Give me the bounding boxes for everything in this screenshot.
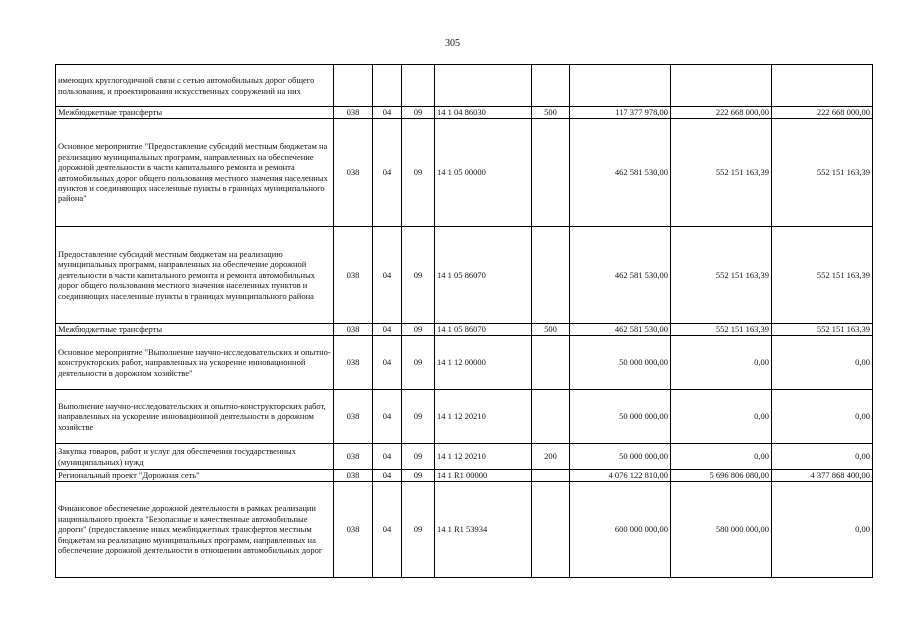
row-sum-year-3: 0,00 — [772, 336, 873, 390]
row-sum-year-3: 0,00 — [772, 444, 873, 470]
page-number: 305 — [445, 38, 460, 49]
row-sum-year-2: 552 151 163,39 — [671, 324, 772, 336]
row-expense-type: 200 — [532, 444, 570, 470]
row-name: Предоставление субсидий местным бюджетам на реализацию муниципальных программ, направленных на обеспечение дорожной деятельности в части капитального ремонта и ремонта автомобильных дорог общего пользования местного значения населенных пунктов и соединяющих населенные пункты в границах муниципального района — [56, 227, 334, 324]
row-expense-type: 500 — [532, 324, 570, 336]
row-sum-year-1: 462 581 530,00 — [570, 119, 671, 227]
row-section-code: 04 — [373, 336, 402, 390]
row-sum-year-3: 0,00 — [772, 482, 873, 578]
row-section-code: 04 — [373, 482, 402, 578]
row-sum-year-1: 50 000 000,00 — [570, 336, 671, 390]
row-sum-year-1: 462 581 530,00 — [570, 227, 671, 324]
row-target-article: 14 1 05 86070 — [435, 227, 532, 324]
row-sum-year-2: 0,00 — [671, 336, 772, 390]
table-row — [56, 470, 873, 482]
row-subsection-code: 09 — [402, 107, 435, 119]
table-row — [56, 336, 873, 390]
row-sum-year-2: 580 000 000,00 — [671, 482, 772, 578]
row-expense-type — [532, 336, 570, 390]
row-sum-year-1: 4 076 122 810,00 — [570, 470, 671, 482]
table-row — [56, 324, 873, 336]
row-target-article: 14 1 04 86030 — [435, 107, 532, 119]
row-ministry-code — [334, 65, 373, 107]
row-name: Межбюджетные трансферты — [56, 324, 334, 336]
row-name: Выполнение научно-исследовательских и опытно-конструкторских работ, направленных на ускорение инновационной деятельности в дорожном хозяйстве — [56, 390, 334, 444]
row-section-code: 04 — [373, 119, 402, 227]
row-section-code: 04 — [373, 227, 402, 324]
row-sum-year-2: 5 696 806 080,00 — [671, 470, 772, 482]
row-section-code: 04 — [373, 470, 402, 482]
row-subsection-code: 09 — [402, 336, 435, 390]
row-section-code — [373, 65, 402, 107]
table-row — [56, 482, 873, 578]
row-target-article: 14 1 12 00000 — [435, 336, 532, 390]
table-row — [56, 119, 873, 227]
row-name: Основное мероприятие "Выполнение научно-исследовательских и опытно-конструкторских работ, направленных на ускорение инновационной деятельности в дорожном хозяйстве" — [56, 336, 334, 390]
row-section-code: 04 — [373, 324, 402, 336]
table-row — [56, 107, 873, 119]
row-expense-type — [532, 119, 570, 227]
row-subsection-code: 09 — [402, 119, 435, 227]
row-expense-type — [532, 390, 570, 444]
row-name: Региональный проект "Дорожная сеть" — [56, 470, 334, 482]
row-ministry-code: 038 — [334, 324, 373, 336]
row-sum-year-3: 222 668 000,00 — [772, 107, 873, 119]
row-sum-year-3: 552 151 163,39 — [772, 119, 873, 227]
row-target-article: 14 1 R1 00000 — [435, 470, 532, 482]
row-subsection-code: 09 — [402, 470, 435, 482]
row-subsection-code: 09 — [402, 390, 435, 444]
table-body — [56, 65, 873, 578]
row-expense-type — [532, 227, 570, 324]
row-ministry-code: 038 — [334, 227, 373, 324]
row-target-article: 14 1 12 20210 — [435, 444, 532, 470]
row-target-article: 14 1 05 86070 — [435, 324, 532, 336]
row-subsection-code — [402, 65, 435, 107]
row-ministry-code: 038 — [334, 119, 373, 227]
row-sum-year-2: 222 668 000,00 — [671, 107, 772, 119]
row-sum-year-2: 0,00 — [671, 390, 772, 444]
row-ministry-code: 038 — [334, 444, 373, 470]
row-name: Закупка товаров, работ и услуг для обеспечения государственных (муниципальных) нужд — [56, 444, 334, 470]
row-sum-year-2: 552 151 163,39 — [671, 227, 772, 324]
row-sum-year-2: 0,00 — [671, 444, 772, 470]
budget-table — [55, 64, 873, 578]
row-ministry-code: 038 — [334, 482, 373, 578]
row-expense-type — [532, 482, 570, 578]
row-sum-year-1: 600 000 000,00 — [570, 482, 671, 578]
table-row — [56, 390, 873, 444]
row-subsection-code: 09 — [402, 227, 435, 324]
row-section-code: 04 — [373, 107, 402, 119]
row-sum-year-3: 552 151 163,39 — [772, 324, 873, 336]
row-subsection-code: 09 — [402, 444, 435, 470]
row-subsection-code: 09 — [402, 482, 435, 578]
row-ministry-code: 038 — [334, 390, 373, 444]
row-name: имеющих круглогодичной связи с сетью автомобильных дорог общего пользования, и проектирования искусственных сооружений на них — [56, 65, 334, 107]
row-ministry-code: 038 — [334, 336, 373, 390]
row-sum-year-3: 0,00 — [772, 390, 873, 444]
table-row — [56, 227, 873, 324]
row-sum-year-3 — [772, 65, 873, 107]
row-expense-type — [532, 65, 570, 107]
row-name: Финансовое обеспечение дорожной деятельности в рамках реализации национального проекта "Безопасные и качественные автомобильные дороги" (предоставление иных межбюджетных трансфертов местным бюджетам на реализацию муниципальных программ, направленных на обеспечение дорожной деятельности в отношении автомобильных дорог — [56, 482, 334, 578]
table-row — [56, 444, 873, 470]
row-expense-type: 500 — [532, 107, 570, 119]
row-target-article — [435, 65, 532, 107]
row-subsection-code: 09 — [402, 324, 435, 336]
row-target-article: 14 1 05 00000 — [435, 119, 532, 227]
row-sum-year-1: 117 377 978,00 — [570, 107, 671, 119]
row-expense-type — [532, 470, 570, 482]
row-section-code: 04 — [373, 444, 402, 470]
row-ministry-code: 038 — [334, 470, 373, 482]
row-name: Основное мероприятие "Предоставление субсидий местным бюджетам на реализацию муниципальных программ, направленных на обеспечение дорожной деятельности в части капитального ремонта и ремонта автомобильных дорог общего пользования местного значения населенных пунктов и соединяющих населенные пункты в границах муниципального района" — [56, 119, 334, 227]
row-sum-year-1: 462 581 530,00 — [570, 324, 671, 336]
row-sum-year-1: 50 000 000,00 — [570, 444, 671, 470]
row-sum-year-3: 4 377 868 400,00 — [772, 470, 873, 482]
row-name: Межбюджетные трансферты — [56, 107, 334, 119]
table-row — [56, 65, 873, 107]
row-sum-year-1 — [570, 65, 671, 107]
row-sum-year-2: 552 151 163,39 — [671, 119, 772, 227]
row-ministry-code: 038 — [334, 107, 373, 119]
row-section-code: 04 — [373, 390, 402, 444]
row-sum-year-2 — [671, 65, 772, 107]
row-sum-year-1: 50 000 000,00 — [570, 390, 671, 444]
row-target-article: 14 1 12 20210 — [435, 390, 532, 444]
row-sum-year-3: 552 151 163,39 — [772, 227, 873, 324]
row-target-article: 14 1 R1 53934 — [435, 482, 532, 578]
